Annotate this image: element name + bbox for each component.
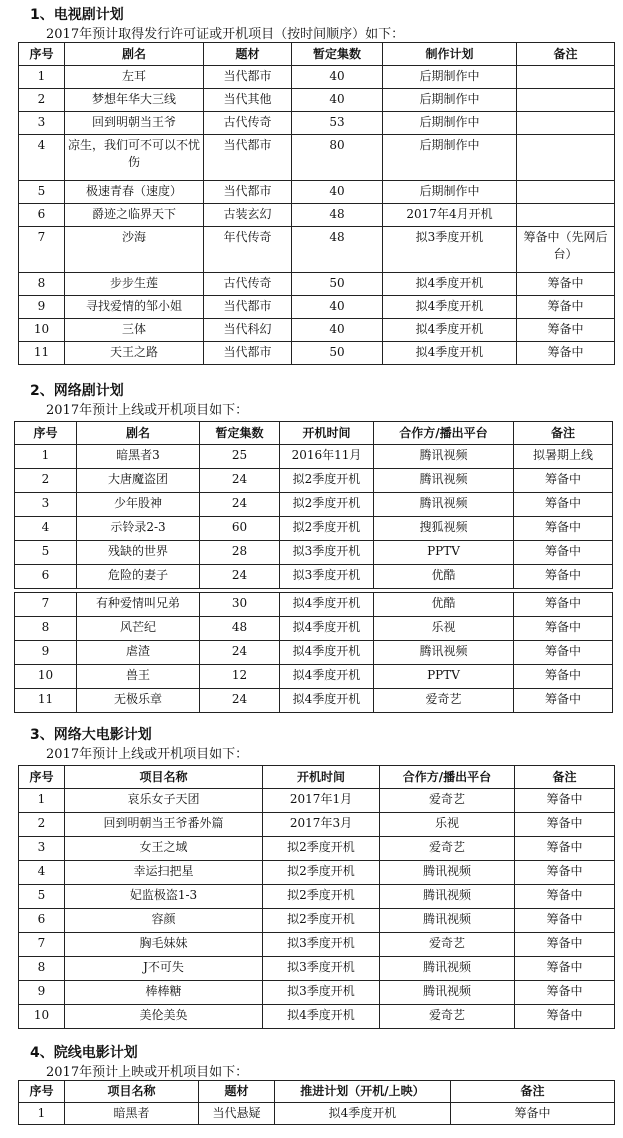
table-cell: 2017年4月开机 <box>383 204 517 227</box>
table-cell: 步步生莲 <box>65 273 204 296</box>
table-cell: 兽王 <box>77 665 200 689</box>
table-cell: 当代都市 <box>204 342 292 365</box>
table-cell: 3 <box>19 112 65 135</box>
column-header: 项目名称 <box>65 1081 199 1103</box>
table-cell: 筹备中 <box>515 933 615 957</box>
table-cell: 回到明朝当王爷 <box>65 112 204 135</box>
table-cell: 筹备中 <box>515 861 615 885</box>
column-header: 项目名称 <box>65 766 263 789</box>
table-cell: 24 <box>200 641 280 665</box>
table-cell: 古代传奇 <box>204 273 292 296</box>
table-cell: 幸运扫把星 <box>65 861 263 885</box>
table-cell: 三体 <box>65 319 204 342</box>
table-cell: 拟2季度开机 <box>263 885 380 909</box>
table-cell: 2 <box>15 469 77 493</box>
table-cell: 爱奇艺 <box>380 789 515 813</box>
table-cell: 30 <box>200 593 280 617</box>
table-cell: 12 <box>200 665 280 689</box>
table-cell: 拟4季度开机 <box>383 273 517 296</box>
table-cell: 50 <box>292 273 383 296</box>
table-cell: 9 <box>15 641 77 665</box>
table-cell: 筹备中 <box>515 981 615 1005</box>
table-cell: 拟3季度开机 <box>263 981 380 1005</box>
table-cell: 筹备中 <box>514 689 613 713</box>
column-header: 序号 <box>15 422 77 445</box>
section-subtitle: 2017年预计上线或开机项目如下： <box>46 403 249 418</box>
table-row <box>19 981 615 1005</box>
table-row <box>19 181 615 204</box>
table-cell: 8 <box>19 273 65 296</box>
column-header: 制作计划 <box>383 43 517 66</box>
table-cell: 当代都市 <box>204 66 292 89</box>
table-cell: 示铃录2-3 <box>77 517 200 541</box>
table-row <box>19 204 615 227</box>
table-cell: 腾讯视频 <box>374 641 514 665</box>
theatrical-movie-table <box>18 1080 615 1125</box>
table-cell: 拟2季度开机 <box>263 861 380 885</box>
table-row <box>15 641 613 665</box>
table-cell: 极速青春（速度） <box>65 181 204 204</box>
table-cell: 当代其他 <box>204 89 292 112</box>
table-cell: 妃监极盗1-3 <box>65 885 263 909</box>
table-cell: 左耳 <box>65 66 204 89</box>
section-subtitle: 2017年预计取得发行许可证或开机项目（按时间顺序）如下： <box>46 27 405 42</box>
table-cell: 40 <box>292 319 383 342</box>
table-cell: 腾讯视频 <box>380 861 515 885</box>
table-cell: 6 <box>15 565 77 589</box>
table-cell: 筹备中 <box>514 541 613 565</box>
table-cell: 古装玄幻 <box>204 204 292 227</box>
table-cell: 筹备中 <box>514 593 613 617</box>
table-cell: 哀乐女子天团 <box>65 789 263 813</box>
column-header: 备注 <box>515 766 615 789</box>
table-cell: 拟4季度开机 <box>280 665 374 689</box>
tv-drama-table <box>18 42 615 365</box>
table-cell: 拟2季度开机 <box>263 837 380 861</box>
table-cell: 10 <box>19 319 65 342</box>
section-title: 4、院线电影计划 <box>30 1045 138 1061</box>
table-cell: 腾讯视频 <box>374 445 514 469</box>
table-cell: 拟3季度开机 <box>280 565 374 589</box>
table-cell: 筹备中 <box>517 273 615 296</box>
table-cell: 拟4季度开机 <box>383 319 517 342</box>
table-cell: 筹备中 <box>514 665 613 689</box>
table-row <box>15 493 613 517</box>
table-cell: 筹备中 <box>451 1103 615 1125</box>
table-cell: 7 <box>19 227 65 273</box>
table-row <box>19 957 615 981</box>
table-cell: 24 <box>200 565 280 589</box>
table-row <box>19 342 615 365</box>
table-cell: 腾讯视频 <box>380 957 515 981</box>
column-header: 序号 <box>19 1081 65 1103</box>
table-cell: 筹备中 <box>514 565 613 589</box>
table-row <box>15 565 613 589</box>
table-cell: 爱奇艺 <box>374 689 514 713</box>
table-cell: 无极乐章 <box>77 689 200 713</box>
table-cell: 腾讯视频 <box>380 909 515 933</box>
table-cell: 危险的妻子 <box>77 565 200 589</box>
table-row <box>15 469 613 493</box>
table-cell: 11 <box>19 342 65 365</box>
table-cell: 2016年11月 <box>280 445 374 469</box>
column-header: 题材 <box>204 43 292 66</box>
table-cell: 天王之路 <box>65 342 204 365</box>
table-cell: 暗黑者 <box>65 1103 199 1125</box>
table-cell: 1 <box>19 66 65 89</box>
table-cell: 年代传奇 <box>204 227 292 273</box>
table-cell: 11 <box>15 689 77 713</box>
table-row <box>19 227 615 273</box>
web-drama-table-b <box>14 592 613 713</box>
table-cell: 容颜 <box>65 909 263 933</box>
table-cell: 凉生，我们可不可以不忧伤 <box>65 135 204 181</box>
table-cell: 后期制作中 <box>383 66 517 89</box>
table-cell: 40 <box>292 181 383 204</box>
table-row <box>15 445 613 469</box>
table-cell: 拟3季度开机 <box>280 541 374 565</box>
table-cell: 10 <box>15 665 77 689</box>
table-cell: 拟4季度开机 <box>280 689 374 713</box>
table-cell: 筹备中 <box>515 1005 615 1029</box>
table-cell: 10 <box>19 1005 65 1029</box>
table-cell: 1 <box>19 1103 65 1125</box>
web-movie-table <box>18 765 615 1029</box>
column-header: 合作方/播出平台 <box>380 766 515 789</box>
table-cell: 风芒纪 <box>77 617 200 641</box>
column-header: 开机时间 <box>280 422 374 445</box>
table-cell: 后期制作中 <box>383 112 517 135</box>
table-row <box>19 319 615 342</box>
table-cell: 腾讯视频 <box>380 885 515 909</box>
table-row <box>19 813 615 837</box>
table-cell: 8 <box>15 617 77 641</box>
column-header: 题材 <box>199 1081 275 1103</box>
table-cell: 50 <box>292 342 383 365</box>
table-row <box>19 296 615 319</box>
table-cell: 拟4季度开机 <box>383 342 517 365</box>
table-row <box>15 665 613 689</box>
table-cell: 5 <box>19 885 65 909</box>
table-cell: 乐视 <box>380 813 515 837</box>
table-row <box>19 273 615 296</box>
table-cell: 拟4季度开机 <box>275 1103 451 1125</box>
table-row <box>15 541 613 565</box>
table-cell: 60 <box>200 517 280 541</box>
table-cell: 1 <box>15 445 77 469</box>
table-cell <box>517 204 615 227</box>
table-cell: 80 <box>292 135 383 181</box>
table-row <box>19 89 615 112</box>
table-row <box>19 135 615 181</box>
table-row <box>19 66 615 89</box>
column-header: 推进计划（开机/上映） <box>275 1081 451 1103</box>
table-cell: 48 <box>292 227 383 273</box>
table-cell: 53 <box>292 112 383 135</box>
section-subtitle: 2017年预计上映或开机项目如下： <box>46 1065 249 1080</box>
table-cell: 筹备中 <box>515 837 615 861</box>
table-cell: PPTV <box>374 541 514 565</box>
table-cell: 7 <box>15 593 77 617</box>
web-drama-table-a <box>14 421 613 589</box>
table-cell: 筹备中 <box>517 319 615 342</box>
table-cell: 4 <box>15 517 77 541</box>
column-header: 暂定集数 <box>292 43 383 66</box>
table-cell: 当代悬疑 <box>199 1103 275 1125</box>
table-cell: J不可失 <box>65 957 263 981</box>
section-subtitle: 2017年预计上线或开机项目如下： <box>46 747 249 762</box>
table-cell: 48 <box>200 617 280 641</box>
table-row <box>19 909 615 933</box>
table-row <box>19 837 615 861</box>
table-cell: 40 <box>292 66 383 89</box>
table-row <box>19 933 615 957</box>
column-header: 备注 <box>517 43 615 66</box>
table-cell: 后期制作中 <box>383 135 517 181</box>
table-cell: 拟2季度开机 <box>280 493 374 517</box>
table-cell: 筹备中（先网后台） <box>517 227 615 273</box>
table-cell: 拟2季度开机 <box>263 909 380 933</box>
table-cell: 乐视 <box>374 617 514 641</box>
table-cell: 5 <box>19 181 65 204</box>
section-title: 3、网络大电影计划 <box>30 727 152 743</box>
table-cell: 3 <box>19 837 65 861</box>
table-cell: 筹备中 <box>514 469 613 493</box>
table-cell <box>517 66 615 89</box>
column-header: 备注 <box>514 422 613 445</box>
table-cell: 虐渣 <box>77 641 200 665</box>
table-cell: 1 <box>19 789 65 813</box>
table-cell: 4 <box>19 861 65 885</box>
table-cell: 2 <box>19 813 65 837</box>
table-cell: 筹备中 <box>515 957 615 981</box>
table-row <box>19 1103 615 1125</box>
table-cell: 筹备中 <box>517 296 615 319</box>
table-row <box>15 689 613 713</box>
table-cell: 拟4季度开机 <box>263 1005 380 1029</box>
table-cell: 筹备中 <box>514 641 613 665</box>
table-cell: 24 <box>200 469 280 493</box>
table-cell: 爱奇艺 <box>380 1005 515 1029</box>
table-cell: 40 <box>292 296 383 319</box>
table-cell: 当代科幻 <box>204 319 292 342</box>
table-cell <box>517 89 615 112</box>
table-cell: 拟2季度开机 <box>280 517 374 541</box>
table-cell: 3 <box>15 493 77 517</box>
table-cell: 筹备中 <box>515 789 615 813</box>
table-cell: 有种爱情叫兄弟 <box>77 593 200 617</box>
table-cell: 当代都市 <box>204 181 292 204</box>
table-cell: 优酷 <box>374 593 514 617</box>
table-cell: 拟4季度开机 <box>280 593 374 617</box>
table-cell: 4 <box>19 135 65 181</box>
table-cell: 后期制作中 <box>383 89 517 112</box>
table-cell: 拟3季度开机 <box>263 957 380 981</box>
table-cell <box>517 181 615 204</box>
table-cell: 拟2季度开机 <box>280 469 374 493</box>
section-title: 2、网络剧计划 <box>30 383 124 399</box>
table-cell: 当代都市 <box>204 296 292 319</box>
table-cell: 爱奇艺 <box>380 837 515 861</box>
column-header: 序号 <box>19 766 65 789</box>
table-cell: 大唐魔盗团 <box>77 469 200 493</box>
table-cell: 筹备中 <box>515 885 615 909</box>
table-cell: 7 <box>19 933 65 957</box>
table-row <box>19 112 615 135</box>
table-cell: 8 <box>19 957 65 981</box>
column-header: 开机时间 <box>263 766 380 789</box>
table-row <box>19 861 615 885</box>
column-header: 序号 <box>19 43 65 66</box>
table-cell: 筹备中 <box>515 909 615 933</box>
table-cell: 5 <box>15 541 77 565</box>
column-header: 合作方/播出平台 <box>374 422 514 445</box>
table-cell: 拟暑期上线 <box>514 445 613 469</box>
table-cell: 24 <box>200 689 280 713</box>
table-cell: 25 <box>200 445 280 469</box>
section-title: 1、电视剧计划 <box>30 7 124 23</box>
table-cell: 少年股神 <box>77 493 200 517</box>
table-cell <box>517 112 615 135</box>
table-cell: 优酷 <box>374 565 514 589</box>
table-cell: 筹备中 <box>514 517 613 541</box>
table-cell: 寻找爱情的邹小姐 <box>65 296 204 319</box>
table-cell: 2017年1月 <box>263 789 380 813</box>
table-cell: 拟4季度开机 <box>280 641 374 665</box>
table-cell: 拟3季度开机 <box>383 227 517 273</box>
table-cell: 女王之域 <box>65 837 263 861</box>
table-cell: 2017年3月 <box>263 813 380 837</box>
table-cell: PPTV <box>374 665 514 689</box>
table-cell: 拟3季度开机 <box>263 933 380 957</box>
table-cell: 梦想年华大三线 <box>65 89 204 112</box>
table-row <box>19 789 615 813</box>
table-cell: 残缺的世界 <box>77 541 200 565</box>
table-row <box>15 517 613 541</box>
table-cell: 2 <box>19 89 65 112</box>
table-cell: 美伦美奂 <box>65 1005 263 1029</box>
table-cell: 搜狐视频 <box>374 517 514 541</box>
table-cell: 筹备中 <box>514 617 613 641</box>
table-cell: 48 <box>292 204 383 227</box>
table-cell: 28 <box>200 541 280 565</box>
table-cell: 棒棒糖 <box>65 981 263 1005</box>
table-cell: 筹备中 <box>514 493 613 517</box>
table-cell: 筹备中 <box>517 342 615 365</box>
table-cell: 后期制作中 <box>383 181 517 204</box>
table-cell: 沙海 <box>65 227 204 273</box>
table-cell: 暗黑者3 <box>77 445 200 469</box>
table-row <box>15 617 613 641</box>
table-cell: 腾讯视频 <box>380 981 515 1005</box>
table-cell: 爵迹之临界天下 <box>65 204 204 227</box>
column-header: 备注 <box>451 1081 615 1103</box>
table-cell: 拟4季度开机 <box>280 617 374 641</box>
column-header: 剧名 <box>65 43 204 66</box>
table-row <box>15 593 613 617</box>
table-cell: 胸毛妹妹 <box>65 933 263 957</box>
table-cell: 腾讯视频 <box>374 493 514 517</box>
table-cell: 24 <box>200 493 280 517</box>
column-header: 暂定集数 <box>200 422 280 445</box>
table-cell: 9 <box>19 296 65 319</box>
table-cell: 6 <box>19 204 65 227</box>
table-row <box>19 1005 615 1029</box>
table-cell: 当代都市 <box>204 135 292 181</box>
table-cell: 筹备中 <box>515 813 615 837</box>
table-cell: 爱奇艺 <box>380 933 515 957</box>
table-cell <box>517 135 615 181</box>
table-cell: 回到明朝当王爷番外篇 <box>65 813 263 837</box>
table-row <box>19 885 615 909</box>
table-cell: 拟4季度开机 <box>383 296 517 319</box>
table-cell: 9 <box>19 981 65 1005</box>
table-cell: 古代传奇 <box>204 112 292 135</box>
column-header: 剧名 <box>77 422 200 445</box>
table-cell: 40 <box>292 89 383 112</box>
table-cell: 6 <box>19 909 65 933</box>
table-cell: 腾讯视频 <box>374 469 514 493</box>
